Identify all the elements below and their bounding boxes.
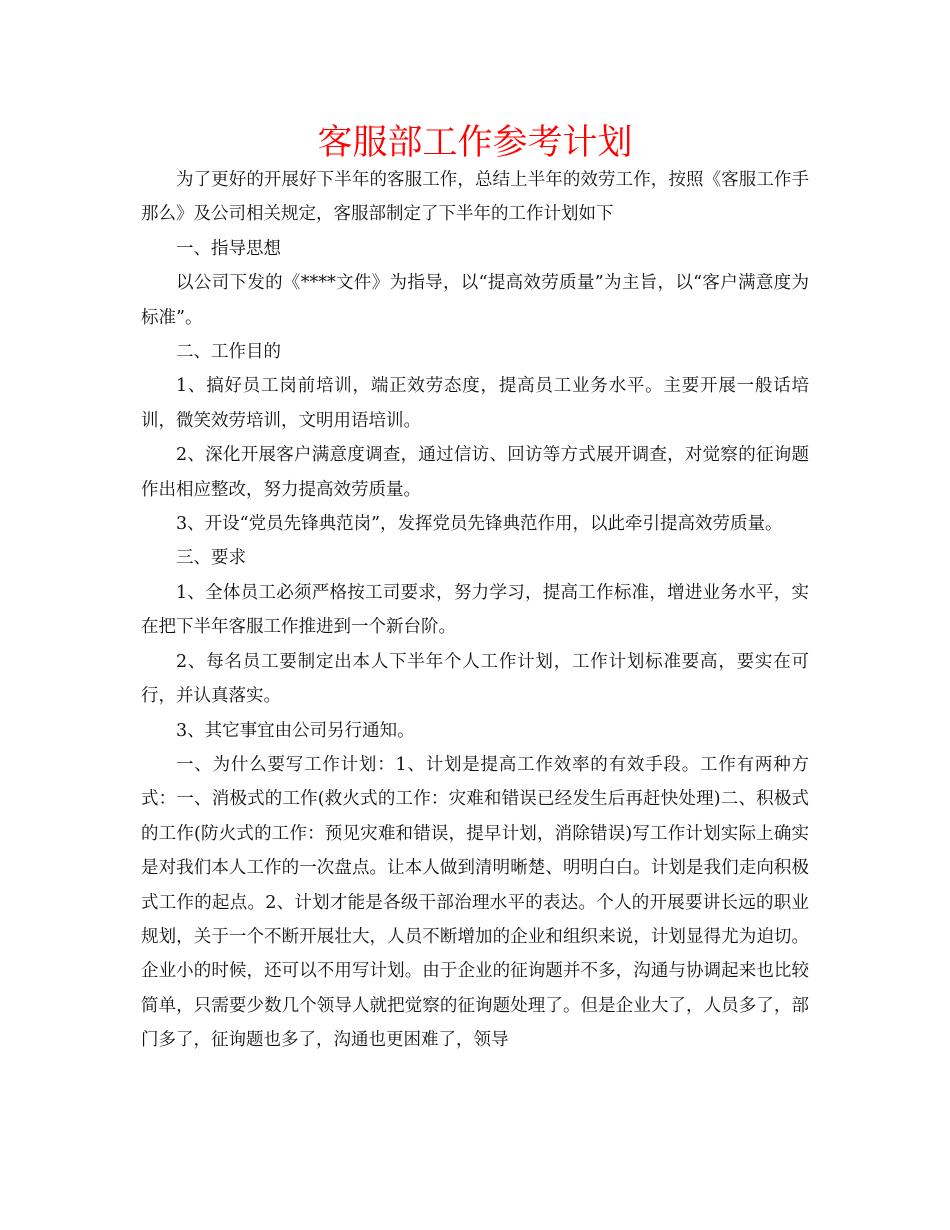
work-goal-item-3: 3、开设“党员先锋典范岗”，发挥党员先锋典范作用，以此牵引提高效劳质量。 — [176, 514, 783, 535]
section-heading-requirements: 三、要求 — [176, 548, 246, 569]
requirement-item-2: 2、每名员工要制定出本人下半年个人工作计划，工作计划标准要高，要实在可行，并认真落实。 — [141, 651, 809, 707]
work-goal-item-1: 1、搞好员工岗前培训，端正效劳态度，提高员工业务水平。主要开展一般话培训，微笑效劳培训，文明用语培训。 — [141, 376, 809, 431]
intro-paragraph: 为了更好的开展好下半年的客服工作，总结上半年的效劳工作，按照《客服工作手那么》及公司相关规定，客服部制定了下半年的工作计划如下 — [141, 170, 809, 225]
section-heading-guiding-thought: 一、指导思想 — [176, 238, 281, 259]
guiding-thought-paragraph: 以公司下发的《****文件》为指导，以“提高效劳质量”为主旨，以“客户满意度为标准”。 — [141, 273, 809, 328]
document-body — [141, 163, 809, 1058]
requirement-item-1: 1、全体员工必须严格按工司要求，努力学习，提高工作标准，增进业务水平，实在把下半年客服工作推进到一个新台阶。 — [141, 582, 809, 638]
document-title: 客服部工作参考计划 — [317, 123, 633, 163]
section-heading-work-goals: 二、工作目的 — [176, 342, 281, 363]
why-plan-paragraph: 一、为什么要写工作计划：1、计划是提高工作效率的有效手段。工作有两种方式：一、消极式的工作(救火式的工作：灾难和错误已经发生后再赶快处理)二、积极式的工作(防火式的工作：预见灾难和错误，提早计划，消除错误)写工作计划实际上确实是对我们本人工作的一次盘点。让本人做到清明晰楚、明明白白。计划是我们走向积极式工作的起点。2、计划才能是各级干部治理水平的表达。个人的开展要讲长远的职业规划，关于一个不断开展壮大，人员不断增加的企业和组织来说，计划显得尤为迫切。企业小的时候，还可以不用写计划。由于企业的征询题并不多，沟通与协调起来也比较简单，只需要少数几个领导人就把觉察的征询题处理了。但是企业大了，人员多了，部门多了，征询题也多了，沟通也更困难了，领导 — [141, 754, 809, 1051]
requirement-item-3: 3、其它事宜由公司另行通知。 — [176, 720, 415, 741]
work-goal-item-2: 2、深化开展客户满意度调查，通过信访、回访等方式展开调查，对觉察的征询题作出相应整改，努力提高效劳质量。 — [141, 445, 809, 500]
